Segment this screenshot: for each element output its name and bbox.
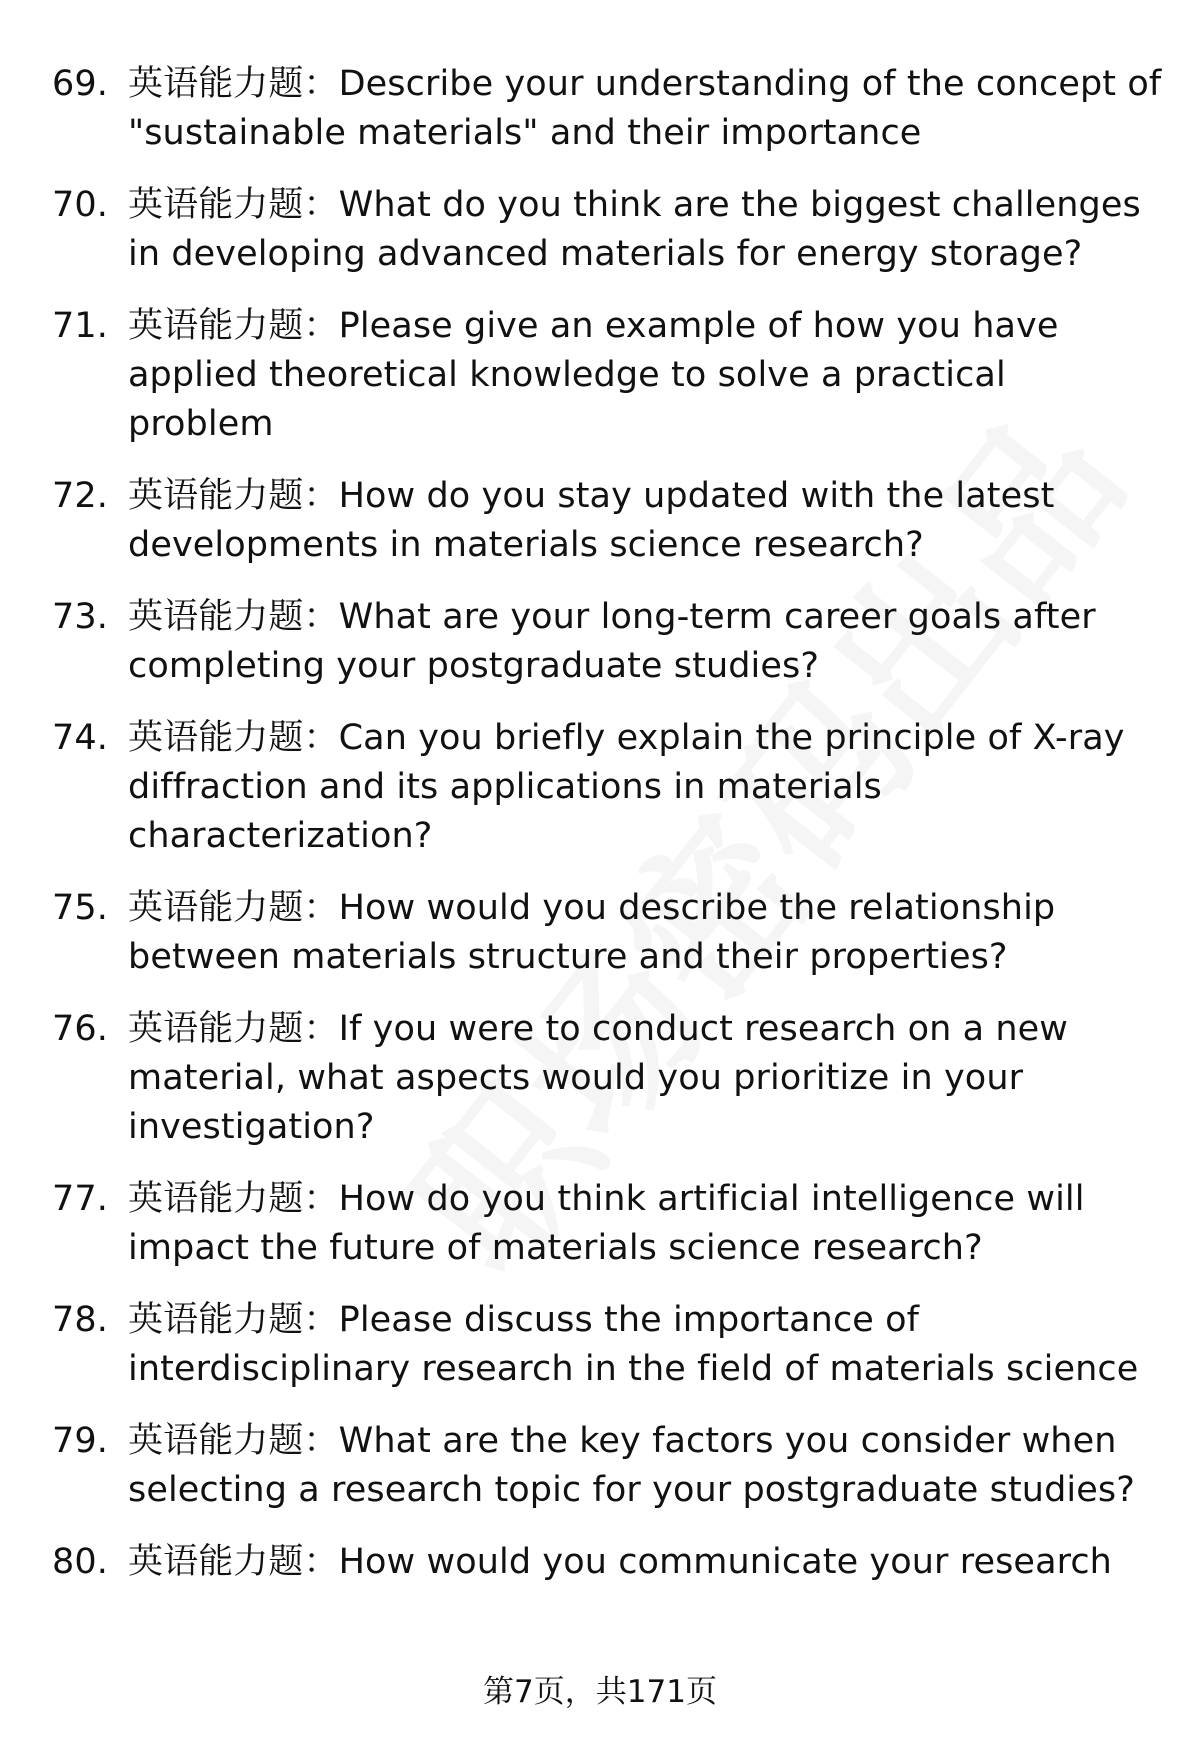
question-item — [52, 714, 1162, 861]
question-text: How do you stay updated with the latest developments in materials science research? — [128, 476, 1055, 565]
question-item — [52, 472, 1162, 570]
question-tag: 英语能力题： — [128, 1542, 339, 1582]
question-number: 78. — [52, 1300, 108, 1340]
question-tag: 英语能力题： — [128, 718, 339, 758]
question-number: 75. — [52, 888, 108, 928]
question-tag: 英语能力题： — [128, 476, 339, 516]
question-tag: 英语能力题： — [128, 1300, 339, 1340]
question-number: 80. — [52, 1542, 108, 1582]
question-item — [52, 593, 1162, 691]
question-item — [52, 1417, 1162, 1515]
question-number: 76. — [52, 1009, 108, 1049]
question-tag: 英语能力题： — [128, 185, 339, 225]
question-item — [52, 181, 1162, 279]
page-footer — [0, 1672, 1200, 1712]
question-text: Please give an example of how you have applied theoretical knowledge to solve a practical problem — [128, 306, 1059, 444]
question-tag: 英语能力题： — [128, 597, 339, 637]
question-tag: 英语能力题： — [128, 306, 339, 346]
question-item — [52, 884, 1162, 982]
question-tag: 英语能力题： — [128, 888, 339, 928]
question-tag: 英语能力题： — [128, 1009, 339, 1049]
question-text: Can you briefly explain the principle of X-ray diffraction and its applications in materials characterization? — [128, 718, 1125, 856]
question-item — [52, 1005, 1162, 1152]
question-text: Describe your understanding of the concept of "sustainable materials" and their importance — [128, 64, 1162, 153]
question-list — [52, 60, 1162, 1610]
question-text: What do you think are the biggest challenges in developing advanced materials for energy storage? — [128, 185, 1141, 274]
question-text: How do you think artificial intelligence will impact the future of materials science research? — [128, 1179, 1085, 1268]
question-text: How would you describe the relationship between materials structure and their properties? — [128, 888, 1056, 977]
question-text: If you were to conduct research on a new material, what aspects would you prioritize in your investigation? — [128, 1009, 1069, 1147]
question-item — [52, 1538, 1162, 1587]
question-tag: 英语能力题： — [128, 64, 339, 104]
page-number-label: 第7页，共171页 — [483, 1674, 717, 1710]
question-number: 73. — [52, 597, 108, 637]
question-tag: 英语能力题： — [128, 1179, 339, 1219]
question-text: What are the key factors you consider when selecting a research topic for your postgraduate studies? — [128, 1421, 1135, 1510]
question-number: 69. — [52, 64, 108, 104]
question-item — [52, 60, 1162, 158]
question-number: 74. — [52, 718, 108, 758]
question-number: 70. — [52, 185, 108, 225]
question-text: How would you communicate your research — [338, 1542, 1112, 1582]
question-item — [52, 1175, 1162, 1273]
question-number: 71. — [52, 306, 108, 346]
question-number: 72. — [52, 476, 108, 516]
question-number: 79. — [52, 1421, 108, 1461]
question-tag: 英语能力题： — [128, 1421, 339, 1461]
question-item — [52, 1296, 1162, 1394]
question-text: Please discuss the importance of interdisciplinary research in the field of materials science — [128, 1300, 1139, 1389]
question-text: What are your long-term career goals after completing your postgraduate studies? — [128, 597, 1096, 686]
question-item — [52, 302, 1162, 449]
question-number: 77. — [52, 1179, 108, 1219]
